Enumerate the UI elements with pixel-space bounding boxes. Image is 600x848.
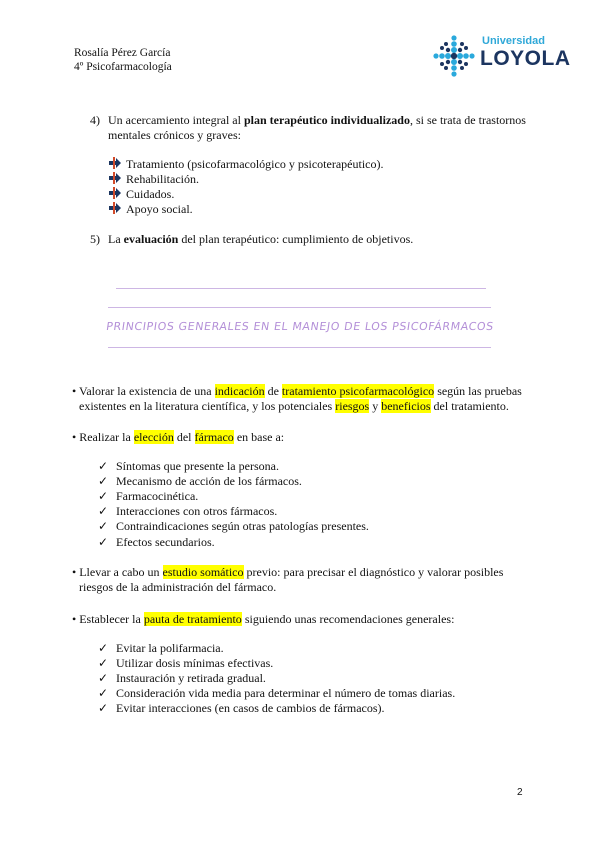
check-icon: ✓ — [98, 656, 109, 670]
check-item: Efectos secundarios. — [116, 535, 215, 549]
check-icon: ✓ — [98, 641, 109, 655]
section-title: PRINCIPIOS GENERALES EN EL MANEJO DE LOS PSICOFÁRMACOS — [105, 320, 495, 333]
check-icon: ✓ — [98, 519, 109, 533]
check-item: Utilizar dosis mínimas efectivas. — [116, 656, 274, 670]
check-icon: ✓ — [98, 474, 109, 488]
check-item: Contraindicaciones según otras patologías presentes. — [116, 519, 369, 533]
check-item: Farmacocinética. — [116, 489, 199, 503]
divider-line — [116, 288, 486, 289]
item4-subitem: Cuidados. — [126, 187, 175, 201]
header-author: Rosalía Pérez García — [74, 47, 171, 59]
check-item: Instauración y retirada gradual. — [116, 671, 266, 685]
check-icon: ✓ — [98, 686, 109, 700]
arrow-bullet-icon — [108, 157, 122, 169]
university-logo — [430, 30, 580, 80]
divider-line — [108, 347, 491, 348]
check-icon: ✓ — [98, 701, 109, 715]
item4-text-line2: mentales crónicos y graves: — [108, 128, 241, 142]
check-icon: ✓ — [98, 671, 109, 685]
header-course: 4º Psicofarmacología — [74, 61, 172, 73]
arrow-bullet-icon — [108, 172, 122, 184]
logo-text-loyola: LOYOLA — [480, 47, 571, 70]
check-item: Mecanismo de acción de los fármacos. — [116, 474, 302, 488]
page-number: 2 — [517, 787, 523, 798]
bullet-valorar: • Valorar la existencia de una indicación de tratamiento psicofarmacológico según las pruebas — [72, 384, 522, 398]
check-icon: ✓ — [98, 459, 109, 473]
arrow-bullet-icon — [108, 202, 122, 214]
item5-number: 5) — [90, 232, 100, 246]
bullet-pauta: • Establecer la pauta de tratamiento siguiendo unas recomendaciones generales: — [72, 612, 455, 626]
item5-text: La evaluación del plan terapéutico: cumplimiento de objetivos. — [108, 232, 414, 246]
item4-number: 4) — [90, 113, 100, 127]
item4-subitem: Tratamiento (psicofarmacológico y psicoterapéutico). — [126, 157, 384, 171]
check-item: Interacciones con otros fármacos. — [116, 504, 278, 518]
check-icon: ✓ — [98, 504, 109, 518]
check-icon: ✓ — [98, 489, 109, 503]
loyola-cross-icon — [430, 32, 478, 80]
bullet-estudio-line2: riesgos de la administración del fármaco. — [79, 580, 277, 594]
bullet-eleccion: • Realizar la elección del fármaco en base a: — [72, 430, 285, 444]
item4-subitem: Apoyo social. — [126, 202, 193, 216]
check-item: Consideración vida media para determinar el número de tomas diarias. — [116, 686, 456, 700]
bullet-valorar-line2: existentes en la literatura científica, y los potenciales riesgos y beneficios del tratamiento. — [79, 399, 509, 413]
logo-text-universidad: Universidad — [482, 35, 545, 47]
check-item: Evitar interacciones (en casos de cambios de fármacos). — [116, 701, 385, 715]
check-item: Evitar la polifarmacia. — [116, 641, 224, 655]
check-item: Síntomas que presente la persona. — [116, 459, 279, 473]
check-icon: ✓ — [98, 535, 109, 549]
divider-line — [108, 307, 491, 308]
item4-subitem: Rehabilitación. — [126, 172, 199, 186]
bullet-estudio: • Llevar a cabo un estudio somático previo: para precisar el diagnóstico y valorar posibles — [72, 565, 504, 579]
arrow-bullet-icon — [108, 187, 122, 199]
item4-text: Un acercamiento integral al plan terapéutico individualizado, si se trata de trastornos — [108, 113, 526, 127]
